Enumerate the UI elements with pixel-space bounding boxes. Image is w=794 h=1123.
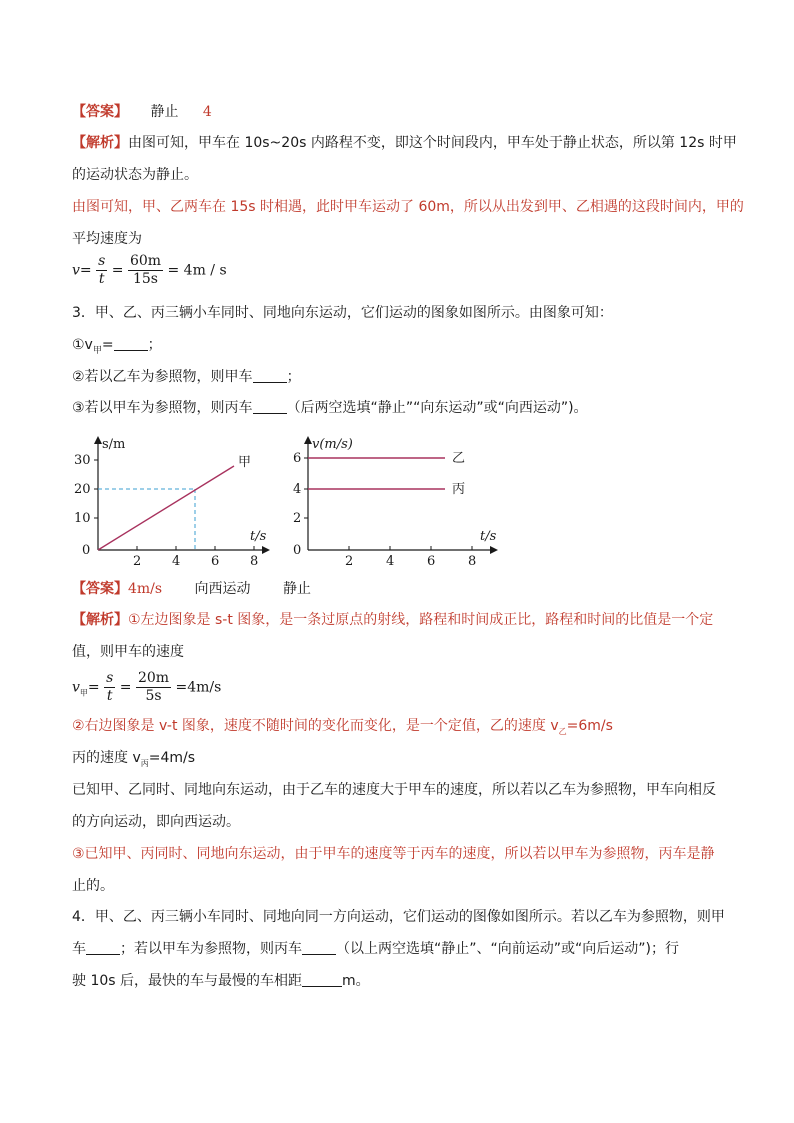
formula-eq: = bbox=[79, 262, 92, 279]
y-tick-10: 10 bbox=[74, 511, 91, 526]
item-text: ； bbox=[286, 369, 301, 385]
item-text: ①v bbox=[72, 337, 93, 353]
y-tick-4: 4 bbox=[293, 482, 302, 497]
x-tick-8: 8 bbox=[250, 554, 259, 568]
graph-s-t bbox=[66, 432, 276, 568]
formula-fraction-1 bbox=[96, 253, 107, 288]
y-tick-20: 20 bbox=[74, 482, 91, 497]
q2-analysis-line-4: 平均速度为 bbox=[72, 231, 142, 247]
answer-value-1: 4m/s bbox=[128, 581, 163, 597]
q4-text: m。 bbox=[342, 973, 370, 989]
x-tick-4: 4 bbox=[172, 554, 181, 568]
x-axis-label: t/s bbox=[480, 529, 497, 544]
q4-text: ；若以甲车为参照物，则丙车 bbox=[120, 941, 302, 957]
x-tick-6: 6 bbox=[427, 554, 436, 568]
formula-eq: = bbox=[111, 262, 124, 279]
formula-result: =4m/s bbox=[175, 679, 222, 696]
formula-lhs: v bbox=[72, 262, 80, 279]
analysis-sub: 乙 bbox=[558, 726, 567, 736]
item-sub: 甲 bbox=[92, 345, 102, 356]
q4-line-3 bbox=[72, 971, 370, 991]
line-label-yi: 乙 bbox=[452, 451, 466, 466]
item-text: = bbox=[101, 337, 114, 353]
x-axis-label: t/s bbox=[250, 529, 267, 544]
q3-analysis-line-4 bbox=[72, 748, 195, 774]
q3-analysis-line-5: 已知甲、乙同时、同地向东运动，由于乙车的速度大于甲车的速度，所以若以乙车为参照物，甲车向相反 bbox=[72, 782, 716, 798]
y-axis-label: v(m/s) bbox=[312, 437, 353, 452]
y-tick-30: 30 bbox=[74, 453, 91, 468]
q4-line-2 bbox=[72, 939, 679, 959]
q3-analysis-line-2: 值，则甲车的速度 bbox=[72, 644, 184, 660]
fraction-numerator: 60m bbox=[129, 253, 162, 269]
answer-blank[interactable] bbox=[302, 972, 342, 987]
fraction-numerator: s bbox=[106, 670, 114, 686]
formula-eq: = bbox=[87, 679, 100, 696]
q3-analysis-line-7: ③已知甲、丙同时、同地向东运动，由于甲车的速度等于丙车的速度，所以若以甲车为参照物，丙车是静 bbox=[72, 846, 715, 862]
formula-lhs: v bbox=[72, 679, 80, 696]
q3-item-1 bbox=[72, 335, 162, 361]
y-axis-label: s/m bbox=[102, 437, 126, 452]
answer-blank[interactable] bbox=[253, 399, 287, 414]
formula-fraction-2 bbox=[136, 670, 171, 705]
y-tick-6: 6 bbox=[293, 451, 302, 466]
graph-v-t bbox=[284, 432, 504, 568]
q4-line-1: 4．甲、乙、丙三辆小车同时、同地向同一方向运动，它们运动的图像如图所示。若以乙车为参照物，则甲 bbox=[72, 909, 725, 925]
formula-fraction-2 bbox=[128, 253, 163, 288]
analysis-tag: 【解析】 bbox=[72, 612, 128, 628]
x-tick-2: 2 bbox=[133, 554, 142, 568]
answer-value-2: 4 bbox=[202, 104, 212, 120]
item-text: ③若以甲车为参照物，则丙车 bbox=[72, 400, 253, 416]
line-label-jia: 甲 bbox=[238, 455, 252, 470]
item-text: ； bbox=[147, 337, 162, 353]
q4-text: 驶 10s 后，最快的车与最慢的车相距 bbox=[72, 973, 303, 989]
x-tick-4: 4 bbox=[386, 554, 395, 568]
item-text: ②若以乙车为参照物，则甲车 bbox=[72, 369, 253, 385]
answer-blank[interactable] bbox=[302, 940, 336, 955]
answer-blank[interactable] bbox=[114, 336, 148, 351]
analysis-text: =4m/s bbox=[148, 750, 196, 766]
q2-analysis-line-3: 由图可知，甲、乙两车在 15s 时相遇，此时甲车运动了 60m，所以从出发到甲、乙相遇的这段时间内，甲的 bbox=[72, 199, 744, 215]
q4-text: 车 bbox=[72, 941, 86, 957]
item-text: （后两空选填“静止”“向东运动”或“向西运动”)。 bbox=[286, 400, 588, 416]
fraction-numerator: s bbox=[98, 253, 106, 269]
fraction-denominator: t bbox=[98, 271, 105, 287]
answer-value-1: 静止 bbox=[150, 104, 179, 120]
answer-tag: 【答案】 bbox=[72, 581, 128, 597]
line-label-bing: 丙 bbox=[452, 482, 466, 497]
answer-tag: 【答案】 bbox=[72, 104, 128, 120]
q3-analysis-line-6: 的方向运动，即向西运动。 bbox=[72, 814, 240, 830]
origin-label: 0 bbox=[82, 543, 91, 558]
answer-value-3: 静止 bbox=[283, 581, 311, 597]
x-tick-6: 6 bbox=[211, 554, 220, 568]
x-tick-8: 8 bbox=[468, 554, 477, 568]
analysis-text: ①左边图象是 s-t 图象，是一条过原点的射线，路程和时间成正比，路程和时间的比值是一个定 bbox=[128, 612, 714, 628]
fraction-numerator: 20m bbox=[137, 670, 170, 686]
answer-blank[interactable] bbox=[253, 368, 287, 383]
answer-value-2: 向西运动 bbox=[194, 581, 251, 597]
fraction-denominator: 5s bbox=[145, 688, 162, 704]
y-tick-2: 2 bbox=[293, 511, 302, 526]
formula-fraction-1 bbox=[104, 670, 115, 705]
line-jia bbox=[98, 466, 234, 550]
analysis-text: 丙的速度 v bbox=[72, 750, 141, 766]
q3-analysis-line-8: 止的。 bbox=[72, 878, 114, 894]
analysis-sub: 丙 bbox=[140, 758, 149, 768]
q2-analysis-line-1 bbox=[72, 133, 737, 153]
q4-text: （以上两空选填“静止”、“向前运动”或“向后运动”)；行 bbox=[336, 941, 679, 957]
formula-sub: 甲 bbox=[79, 688, 88, 698]
formula-result: = 4m / s bbox=[167, 262, 227, 279]
q2-analysis-line-2: 的运动状态为静止。 bbox=[72, 167, 198, 183]
q3-item-3 bbox=[72, 398, 588, 418]
q3-stem: 3．甲、乙、丙三辆小车同时、同地向东运动，它们运动的图象如图所示。由图象可知： bbox=[72, 305, 613, 321]
q2-formula bbox=[72, 253, 227, 288]
q3-analysis-line-1 bbox=[72, 610, 713, 630]
q3-analysis-line-3 bbox=[72, 716, 613, 742]
q3-answer-row bbox=[72, 579, 311, 599]
analysis-tag: 【解析】 bbox=[72, 135, 128, 151]
q2-answer-row bbox=[72, 102, 212, 122]
fraction-denominator: t bbox=[106, 688, 113, 704]
q3-item-2 bbox=[72, 367, 301, 387]
answer-blank[interactable] bbox=[86, 940, 120, 955]
analysis-text: 由图可知，甲车在 10s~20s 内路程不变，即这个时间段内，甲车处于静止状态，所以第 12s 时甲 bbox=[128, 135, 737, 151]
fraction-denominator: 15s bbox=[132, 271, 158, 287]
formula-eq: = bbox=[119, 679, 132, 696]
analysis-text: =6m/s bbox=[566, 718, 613, 734]
q3-formula bbox=[72, 670, 221, 710]
analysis-text: ②右边图象是 v-t 图象，速度不随时间的变化而变化，是一个定值，乙的速度 v bbox=[72, 718, 559, 734]
x-tick-2: 2 bbox=[345, 554, 354, 568]
origin-label: 0 bbox=[293, 543, 302, 558]
